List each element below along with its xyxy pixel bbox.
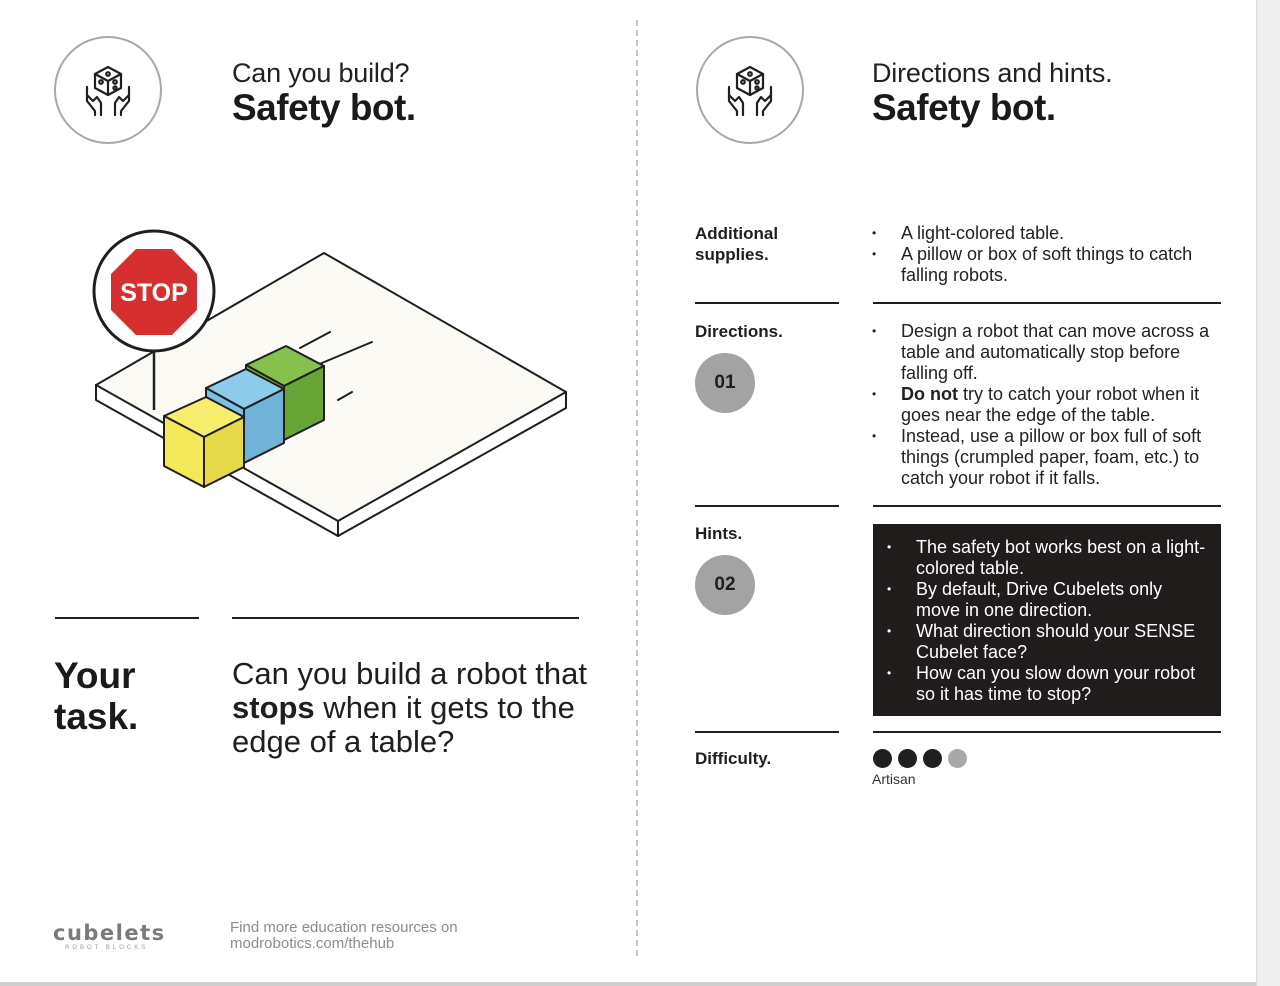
- list-item: • By default, Drive Cubelets only move in one direction.: [887, 579, 1207, 621]
- list-item: • Instead, use a pillow or box full of soft things (crumpled paper, foam, etc.) to catch your robot if it falls.: [872, 426, 1224, 489]
- hints-box: [873, 524, 1221, 716]
- safety-bot-illustration: [80, 220, 580, 550]
- footer-resources: Find more education resources on modrobotics.com/thehub: [230, 920, 530, 952]
- list-item: • Do not try to catch your robot when it goes near the edge of the table.: [872, 384, 1224, 426]
- difficulty-dot-filled: [898, 749, 917, 768]
- list-item: • How can you slow down your robot so it has time to stop?: [887, 663, 1207, 705]
- directions-rule-left: [695, 505, 839, 507]
- logo-tagline: ROBOT BLOCKS: [65, 945, 149, 951]
- left-kicker: Can you build?: [232, 58, 410, 88]
- directions-rule-right: [873, 505, 1221, 507]
- supplies-label: Additional supplies.: [695, 224, 779, 264]
- supplies-rule-right: [873, 302, 1221, 304]
- hints-rule-right: [873, 731, 1221, 733]
- stop-sign-text: STOP: [120, 279, 188, 307]
- list-item: • Design a robot that can move across a table and automatically stop before falling off.: [872, 321, 1224, 384]
- step-02-badge: 02: [695, 555, 755, 615]
- logo-word: cubelets: [53, 921, 166, 945]
- difficulty-label: Difficulty.: [695, 749, 772, 768]
- right-title: Safety bot.: [872, 87, 1056, 128]
- task-label-line1: Your: [54, 655, 136, 696]
- list-item: • A light-colored table.: [872, 223, 1202, 244]
- difficulty-dot-filled: [873, 749, 892, 768]
- hints-label: Hints.: [695, 524, 743, 543]
- task-rule-left: [55, 617, 199, 619]
- list-item: • A pillow or box of soft things to catch falling robots.: [872, 244, 1202, 286]
- difficulty-dot-filled: [923, 749, 942, 768]
- list-item: • The safety bot works best on a light-colored table.: [887, 537, 1207, 579]
- task-label: [54, 655, 204, 737]
- step-01-badge: 01: [695, 353, 755, 413]
- cubelets-logo: [53, 921, 173, 951]
- directions-label: Directions.: [695, 322, 783, 341]
- list-item: • What direction should your SENSE Cubelet face?: [887, 621, 1207, 663]
- page-edge: [1256, 0, 1280, 986]
- supplies-rule-left: [695, 302, 839, 304]
- difficulty-level: Artisan: [872, 771, 916, 787]
- right-kicker: Directions and hints.: [872, 58, 1113, 88]
- directions-list: [872, 321, 1224, 489]
- left-title: Safety bot.: [232, 87, 416, 128]
- difficulty-dot-empty: [948, 749, 967, 768]
- task-text: Can you build a robot that stops when it gets to the edge of a table?: [232, 656, 588, 759]
- task-label-line2: task.: [54, 696, 139, 737]
- task-rule-right: [232, 617, 579, 619]
- supplies-list: [872, 223, 1202, 286]
- difficulty-rating: [873, 749, 967, 768]
- page-bottom-edge: [0, 982, 1256, 986]
- hints-list: [887, 537, 1207, 705]
- fold-line: [636, 20, 638, 956]
- task-text-bold: stops: [232, 690, 315, 725]
- hands-holding-cube-icon: [696, 36, 804, 144]
- footer-url: modrobotics.com/thehub: [230, 935, 395, 952]
- hands-holding-cube-icon: [54, 36, 162, 144]
- hints-rule-left: [695, 731, 839, 733]
